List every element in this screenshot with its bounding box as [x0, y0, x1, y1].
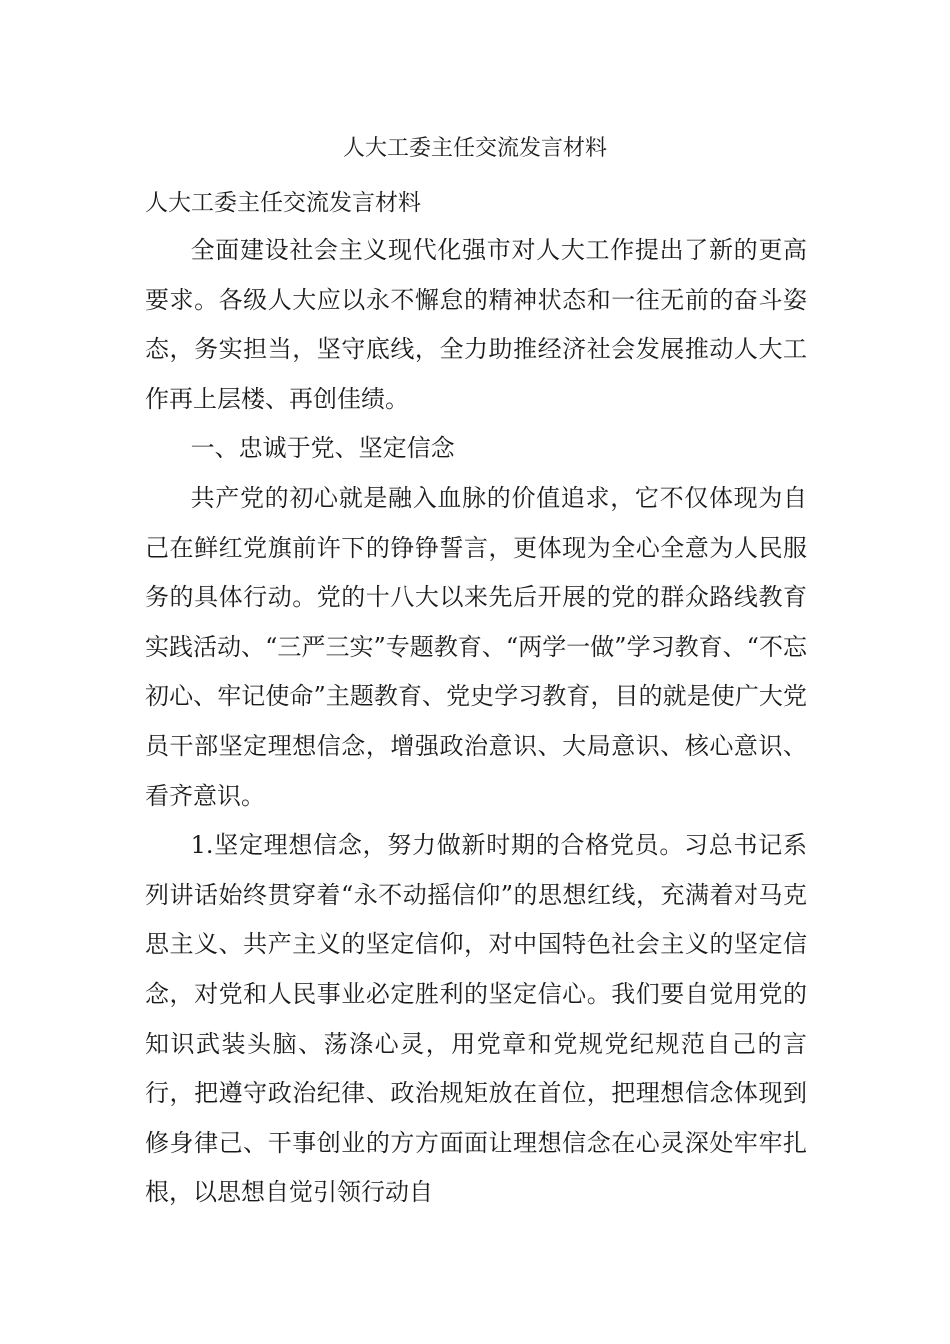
document-subtitle: 人大工委主任交流发言材料 [145, 190, 421, 216]
paragraph-party-mission: 共产党的初心就是融入血脉的价值追求，它不仅体现为自己在鲜红党旗前许下的铮铮誓言，更体现为全心全意为人民服务的具体行动。党的十八大以来先后开展的党的群众路线教育实践活动、“三严三实”专题教育、“两学一做”学习教育、“不忘初心、牢记使命”主题教育、党史学习教育，目的就是使广大党员干部坚定理想信念，增强政治意识、大局意识、核心意识、看齐意识。 [145, 483, 807, 810]
page-title: 人大工委主任交流发言材料 [342, 136, 607, 161]
paragraph-intro: 全面建设社会主义现代化强市对人大工作提出了新的更高要求。各级人大应以永不懈怠的精神状态和一往无前的奋斗姿态，务实担当，坚守底线，全力助推经济社会发展推动人大工作再上层楼、再创佳绩。 [145, 236, 807, 413]
section-heading-1: 一、忠诚于党、坚定信念 [190, 434, 455, 463]
document-body [145, 226, 807, 1218]
paragraph-point-1: 1.坚定理想信念，努力做新时期的合格党员。习总书记系列讲话始终贯穿着“永不动摇信仰”的思想红线，充满着对马克思主义、共产主义的坚定信仰，对中国特色社会主义的坚定信念，对党和人民事业必定胜利的坚定信心。我们要自觉用党的知识武装头脑、荡涤心灵，用党章和党规党纪规范自己的言行，把遵守政治纪律、政治规矩放在首位，把理想信念体现到修身律己、干事创业的方方面面让理想信念在心灵深处牢牢扎根，以思想自觉引领行动自 [145, 831, 807, 1207]
